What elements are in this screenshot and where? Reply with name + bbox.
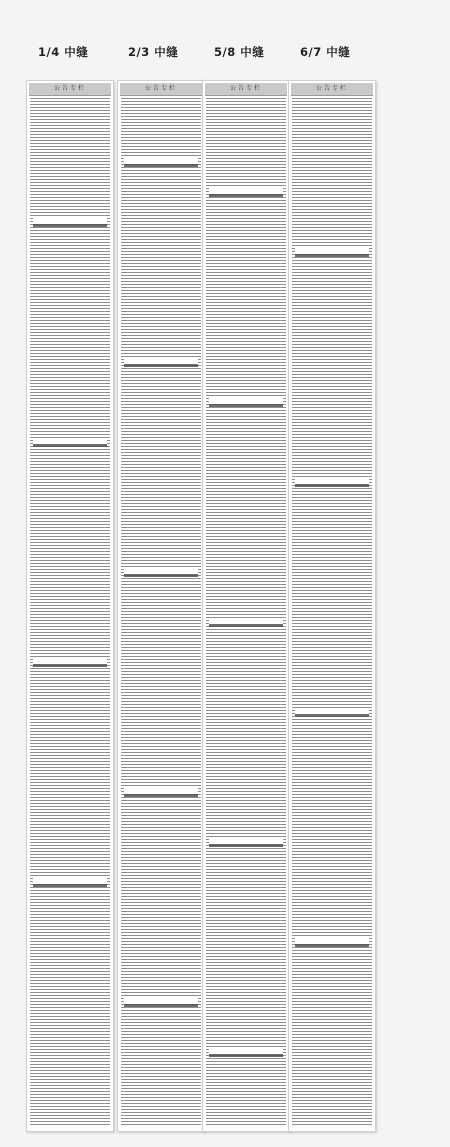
notice-strip-2-3 [117,80,205,1132]
notice-strip-6-7 [288,80,376,1132]
notice-strip-1-4 [26,80,114,1132]
strip-banner: 公告专栏 [29,83,111,96]
column-title-1-4: 1/4 中缝 [38,45,89,59]
column-title-5-8: 5/8 中缝 [214,45,265,59]
strip-banner: 公告专栏 [205,83,287,96]
column-title-6-7: 6/7 中缝 [300,45,351,59]
strip-banner: 公告专栏 [291,83,373,96]
notice-text-block [30,98,110,1127]
strip-banner: 公告专栏 [120,83,202,96]
notice-text-block [206,98,286,1127]
notice-text-block [121,98,201,1127]
notice-text-block [292,98,372,1127]
column-title-2-3: 2/3 中缝 [128,45,179,59]
notice-strip-5-8 [202,80,290,1132]
